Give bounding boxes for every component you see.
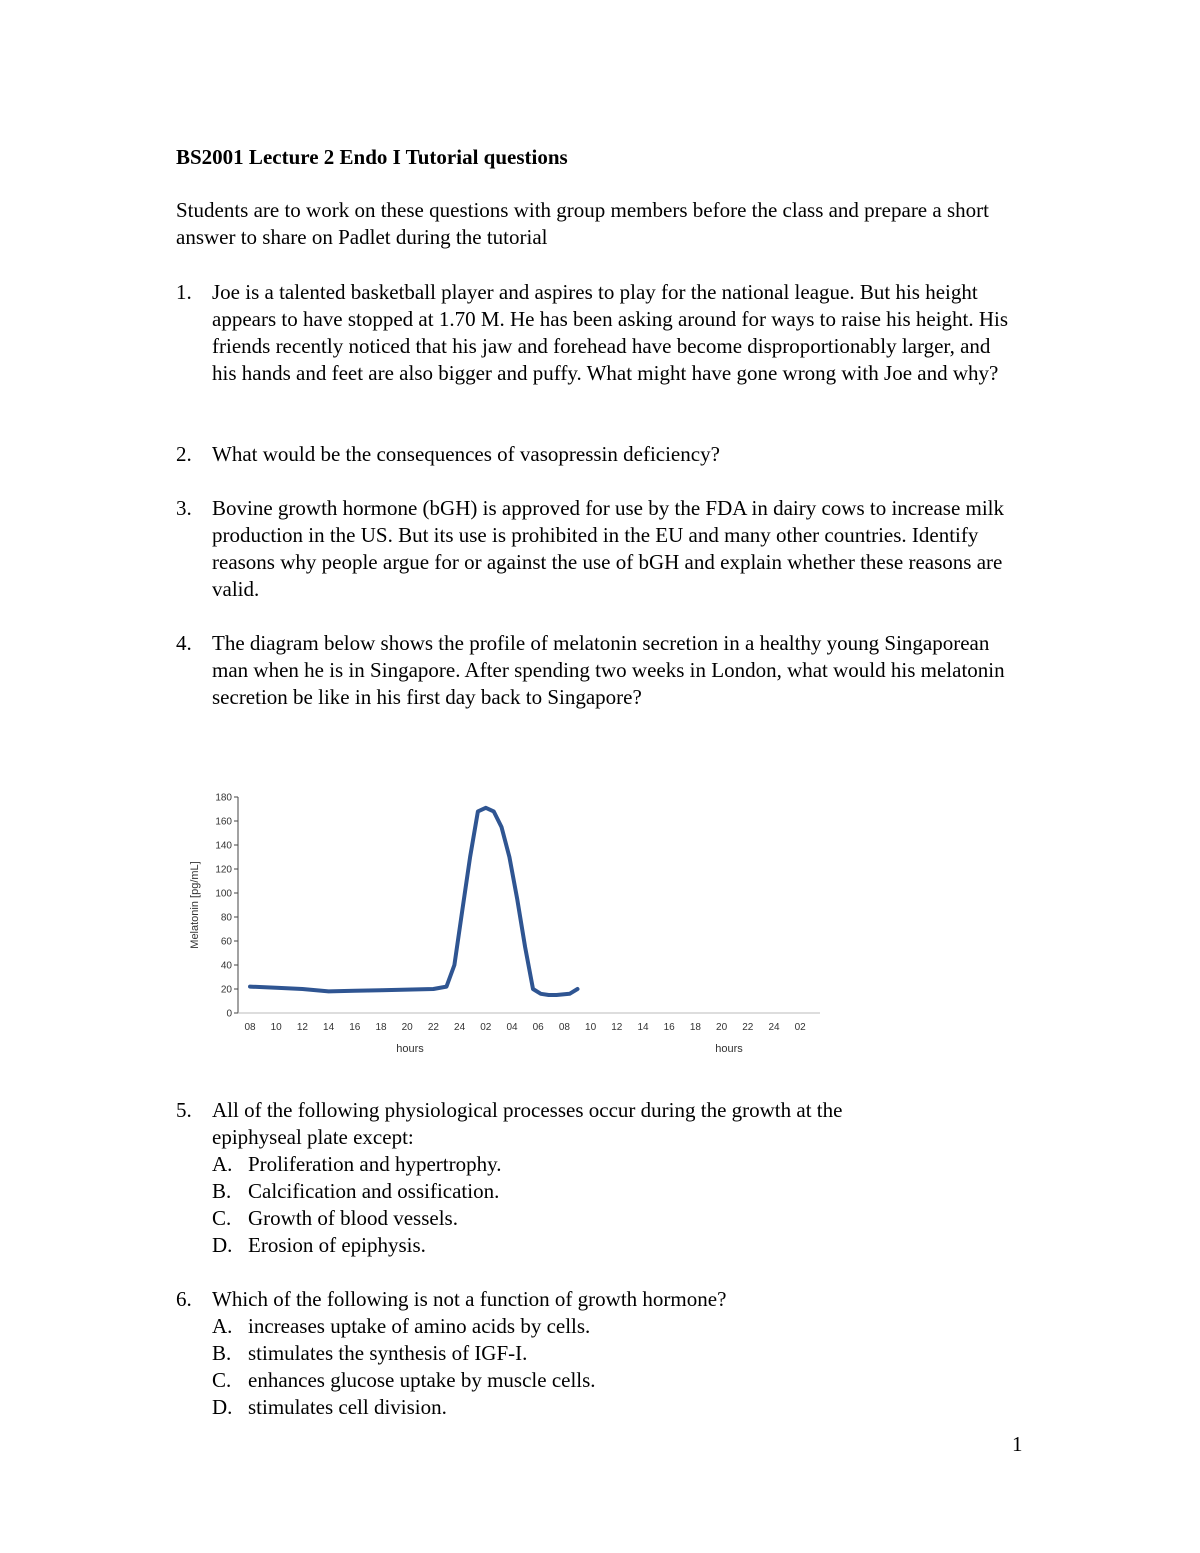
y-tick-label: 40	[220, 960, 232, 972]
question-number: 2.	[176, 442, 192, 466]
option-d	[212, 1394, 1012, 1421]
x-tick-label: 16	[663, 1022, 675, 1033]
y-tick-label: 20	[220, 984, 232, 996]
y-tick-label: 60	[220, 936, 232, 948]
question-number: 6.	[176, 1287, 192, 1311]
x-tick-label: 06	[532, 1022, 544, 1033]
x-tick-label: 24	[768, 1022, 780, 1033]
x-tick-label: 04	[506, 1022, 518, 1033]
x-tick-label: 02	[794, 1022, 806, 1033]
question-text: Joe is a talented basketball player and aspires to play for the national league. But his height appears to have stopped at 1.70 M. He has been asking around for ways to raise his height. His friends recently noticed that his jaw and forehead have become disproportionably larger, and his hands and feet are also bigger and puffy. What might have gone wrong with Joe and why?	[212, 280, 1009, 385]
x-axis-label: hours	[396, 1043, 424, 1055]
x-tick-label: 08	[558, 1022, 570, 1033]
x-tick-label: 20	[716, 1022, 728, 1033]
option-letter: B.	[212, 1179, 232, 1203]
option-text: increases uptake of amino acids by cells.	[248, 1314, 591, 1338]
page-number: 1	[1012, 1432, 1023, 1456]
option-letter: C.	[212, 1368, 232, 1392]
x-tick-label: 14	[637, 1022, 649, 1033]
question-text: All of the following physiological processes occur during the growth at the epiphyseal plate except:	[212, 1098, 843, 1149]
question-text: What would be the consequences of vasopressin deficiency?	[212, 442, 720, 466]
melatonin-chart	[176, 784, 822, 1060]
question-text: The diagram below shows the profile of melatonin secretion in a healthy young Singaporean man when he is in Singapore. After spending two weeks in London, what would his melatonin secretion be like in his first day back to Singapore?	[212, 631, 1005, 709]
option-letter: A.	[212, 1314, 233, 1338]
y-tick-label: 80	[220, 912, 232, 924]
option-c	[212, 1367, 1012, 1394]
x-tick-label: 12	[611, 1022, 623, 1033]
y-tick-label: 0	[226, 1008, 232, 1020]
y-tick-label: 100	[215, 888, 232, 900]
intro-paragraph: Students are to work on these questions with group members before the class and prepare a short answer to share on Padlet during the tutorial	[176, 198, 989, 249]
x-tick-label: 10	[585, 1022, 597, 1033]
option-text: Proliferation and hypertrophy.	[248, 1152, 502, 1176]
document-title: BS2001 Lecture 2 Endo I Tutorial questions	[176, 145, 568, 169]
x-tick-label: 22	[742, 1022, 754, 1033]
x-tick-label: 18	[689, 1022, 701, 1033]
option-a	[212, 1151, 1012, 1178]
option-text: Calcification and ossification.	[248, 1179, 500, 1203]
option-c	[212, 1205, 1012, 1232]
y-tick-label: 160	[215, 816, 232, 828]
x-tick-label: 12	[296, 1022, 308, 1033]
y-tick-label: 120	[215, 864, 232, 876]
x-tick-label: 18	[375, 1022, 387, 1033]
question-number: 1.	[176, 280, 192, 304]
question-number: 3.	[176, 496, 192, 520]
option-text: Growth of blood vessels.	[248, 1206, 458, 1230]
x-tick-label: 14	[323, 1022, 335, 1033]
x-tick-label: 16	[349, 1022, 361, 1033]
x-tick-label: 02	[480, 1022, 492, 1033]
option-b	[212, 1340, 1012, 1367]
x-tick-label: 10	[270, 1022, 282, 1033]
question-number: 5.	[176, 1098, 192, 1122]
question-text: Which of the following is not a function of growth hormone?	[212, 1287, 727, 1311]
option-letter: C.	[212, 1206, 232, 1230]
option-letter: D.	[212, 1395, 233, 1419]
question-number: 4.	[176, 631, 192, 655]
option-b	[212, 1178, 1012, 1205]
y-tick-label: 140	[215, 840, 232, 852]
option-a	[212, 1313, 1012, 1340]
x-tick-label: 20	[401, 1022, 413, 1033]
x-tick-label: 08	[244, 1022, 256, 1033]
option-letter: A.	[212, 1152, 233, 1176]
option-text: stimulates the synthesis of IGF-I.	[248, 1341, 528, 1365]
melatonin-chart-svg	[176, 784, 822, 1060]
question-text: Bovine growth hormone (bGH) is approved for use by the FDA in dairy cows to increase milk production in the US. But its use is prohibited in the EU and many other countries. Identify reasons why people argue for or against the use of bGH and explain whether these reasons are valid.	[212, 496, 1005, 601]
option-letter: B.	[212, 1341, 232, 1365]
option-letter: D.	[212, 1233, 233, 1257]
x-tick-label: 24	[454, 1022, 466, 1033]
x-tick-label: 22	[427, 1022, 439, 1033]
option-text: enhances glucose uptake by muscle cells.	[248, 1368, 596, 1392]
option-text: stimulates cell division.	[248, 1395, 447, 1419]
y-tick-label: 180	[215, 792, 232, 804]
option-text: Erosion of epiphysis.	[248, 1233, 426, 1257]
option-d	[212, 1232, 1012, 1259]
y-axis-label: Melatonin [pg/mL]	[189, 861, 201, 949]
x-axis-label-second: hours	[715, 1043, 743, 1055]
